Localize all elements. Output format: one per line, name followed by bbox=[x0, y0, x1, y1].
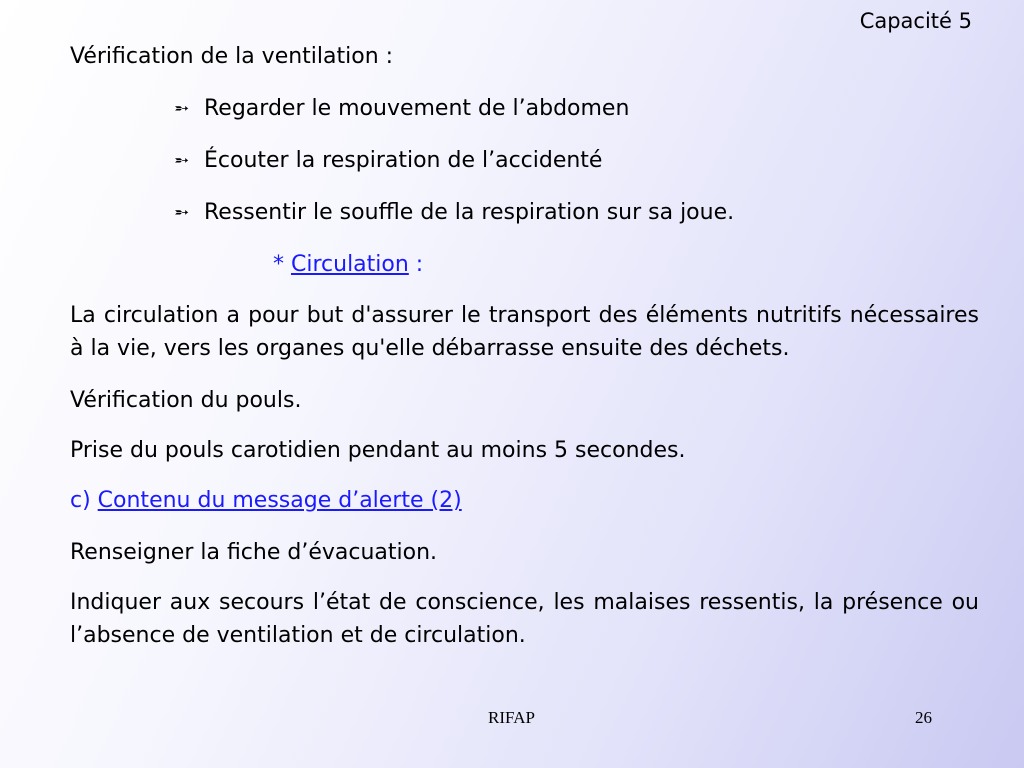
bullet-text: Ressentir le souffle de la respiration sur sa joue. bbox=[204, 200, 735, 225]
subheading-prefix: * bbox=[273, 252, 291, 277]
circulation-paragraph: La circulation a pour but d'assurer le transport des éléments nutritifs nécessaires à la vie, vers les organes qu'elle débarrasse ensuite des déchets. bbox=[70, 303, 979, 361]
arrow-bullet-icon: ➵ bbox=[174, 98, 190, 119]
ventilation-heading: Vérification de la ventilation : bbox=[70, 44, 394, 69]
message-alerte-link[interactable]: Contenu du message d’alerte (2) bbox=[97, 488, 462, 513]
page-number: 26 bbox=[915, 708, 932, 727]
section-prefix: c) bbox=[70, 488, 98, 513]
indiquer-paragraph: Indiquer aux secours l’état de conscience, les malaises ressentis, la présence ou l’absence de ventilation et de circulation. bbox=[70, 590, 979, 648]
arrow-bullet-icon: ➵ bbox=[174, 202, 190, 223]
slide-content bbox=[70, 40, 979, 671]
fiche-line: Renseigner la fiche d’évacuation. bbox=[70, 540, 438, 565]
capacity-label: Capacité 5 bbox=[859, 9, 972, 33]
bullet-item bbox=[174, 92, 979, 125]
prise-pouls-line: Prise du pouls carotidien pendant au moins 5 secondes. bbox=[70, 438, 686, 463]
bullet-item bbox=[174, 144, 979, 177]
circulation-subheading bbox=[273, 248, 979, 281]
footer-title: RIFAP bbox=[488, 708, 535, 727]
arrow-bullet-icon: ➵ bbox=[174, 150, 190, 171]
bullet-text: Écouter la respiration de l’accidenté bbox=[204, 148, 603, 173]
bullet-text: Regarder le mouvement de l’abdomen bbox=[204, 96, 630, 121]
subheading-suffix: : bbox=[408, 252, 424, 277]
bullet-item bbox=[174, 196, 979, 229]
pouls-line: Vérification du pouls. bbox=[70, 388, 302, 413]
circulation-link[interactable]: Circulation bbox=[291, 252, 409, 277]
section-heading bbox=[70, 484, 979, 517]
